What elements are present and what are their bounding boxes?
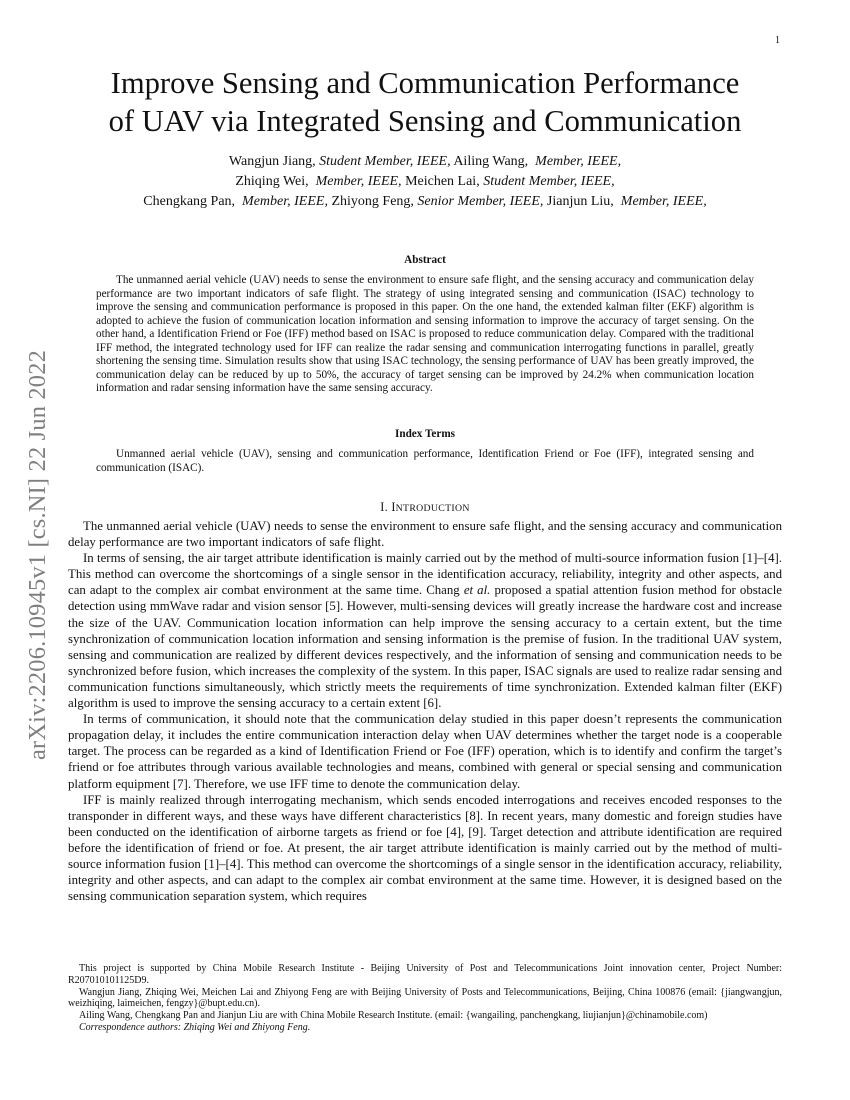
author-membership: Student Member, IEEE, [319,154,451,169]
page-number: 1 [775,35,780,46]
author-membership: Senior Member, IEEE, [417,194,544,209]
author-membership: Member, IEEE, [620,194,707,209]
section-heading-introduction [0,500,850,515]
author-membership: Member, IEEE, [535,154,622,169]
body-text-run: proposed a spatial attention fusion method for obstacle detection using mmWave radar and vision sensor [5]. However, multi-sensing devices will greatly increase the hardware cost and increase the size of the UAV. Communication location information can help improve the sensing accuracy to a certain extent, but the time synchronization of communication location information and sensing information is the premise of fusion. In the traditional UAV system, sensing and communication are realized by different devices respectively, and the information of sensing and communication needs to be synchronized before fusion, which increases the complexity of the system. In this paper, ISAC signals are used to realize radar sensing and communication functions simultaneously, which strictly meets the requirements of time synchronization. Extended kalman filter (EKF) algorithm is used to improve the sensing accuracy to a certain extent [6]. [68,583,782,711]
author-name: Chengkang Pan, [143,194,239,209]
abstract-text: The unmanned aerial vehicle (UAV) needs to sense the environment to ensure safe flight, and the sensing accuracy and communication delay performance are two important indicators of safe flight. The strategy of using integrated sensing and communication (ISAC) technology to improve the sensing and communication performance is proposed in this paper. On the one hand, the extended kalman filter (EKF) algorithm is adopted to achieve the fusion of communication location information and sensing information to improve the accuracy of target sensing. On the other hand, a Identification Friend or Foe (IFF) method based on ISAC is proposed to reduce communication delay. Compared with the traditional IFF method, the integrated technology used for IFF can realize the radar sensing and communication interrogating functions in parallel, greatly shortening the sensing time. Simulation results show that using ISAC technology, the sensing performance of UAV has been greatly improved, the communication delay can be reduced by up to 50%, the accuracy of target sensing can be improved by 24.2% when communication location information and radar sensing information have the same sensing accuracy. [96,274,754,394]
section-number: I. [380,500,392,514]
footnotes [68,963,782,1034]
body-paragraph [68,550,782,711]
footnote-correspondence-text: Correspondence authors: Zhiqing Wei and Zhiyong Feng. [79,1021,311,1033]
footnote-affiliation-cmri: Ailing Wang, Chengkang Pan and Jianjun Liu are with China Mobile Research Institute. (email: {wangailing, panchengkang, liujianjun}@chinamobile.com) [79,1010,708,1022]
footnote-funding: This project is supported by China Mobile Research Institute - Beijing University of Post and Telecommunications Joint innovation center, Project Number: R207010101125D9. [68,963,782,986]
body-text-italic: et al. [463,583,491,598]
author-name: Wangjun Jiang, [228,154,320,169]
paper-title [0,64,850,140]
author-membership: Member, IEEE, [242,194,328,209]
footnote-affiliation-bupt: Wangjun Jiang, Zhiqing Wei, Meichen Lai and Zhiyong Feng are with Beijing University of Posts and Telecommunications, Beijing, China 100876 (email: {jiangwangjun, weizhiqing, laimeichen, fengzy}@bupt.edu.cn). [68,986,782,1010]
author-list [0,152,850,212]
author-name: Meichen Lai, [401,174,484,189]
section-title-rest: NTRODUCTION [395,503,470,514]
author-line-1 [0,152,850,172]
index-terms-heading: Index Terms [395,428,455,440]
author-name: Zhiyong Feng, [327,194,418,209]
body-paragraph: The unmanned aerial vehicle (UAV) needs to sense the environment to ensure safe flight, and the sensing accuracy and communication delay performance are two important indicators of safe flight. [68,519,782,550]
author-line-2 [0,172,850,192]
title-line-2: of UAV via Integrated Sensing and Communication [108,104,742,138]
author-membership: Student Member, IEEE, [483,174,615,189]
abstract-heading: Abstract [404,254,446,266]
author-membership: Member, IEEE, [315,174,402,189]
author-name: Jianjun Liu, [543,194,618,209]
arxiv-identifier-stamp[interactable]: arXiv:2206.10945v1 [cs.NI] 22 Jun 2022 [24,350,51,760]
author-name: Ailing Wang, [450,154,532,169]
section-title-initial: I [391,500,396,514]
body-paragraph: IFF is mainly realized through interrogating mechanism, which sends encoded interrogations and receives encoded responses to the transponder in different ways, and these ways have different characteristics [8]. In recent years, many domestic and foreign studies have been conducted on the identification of airborne targets as friend or foe [4], [9]. Target detection and attribute identification are required before the identification of friend or foe. At present, the air target attribute identification is mainly carried out by the method of multi-source information fusion [1]–[4]. This method can overcome the shortcomings of a single sensor in the identification accuracy, reliability, integrity and other aspects, and can adapt to the complex air combat environment at the same time. However, it is designed based on the sensing communication separation system, which requires [68,792,782,904]
introduction-body [68,518,782,904]
footnote-correspondence [68,1022,782,1034]
index-terms-text: Unmanned aerial vehicle (UAV), sensing and communication performance, Identification Friend or Foe (IFF), integrated sensing and communication (ISAC). [96,448,754,474]
body-text-run: In terms of sensing, the air target attribute identification is mainly carried out by the method of multi-source information fusion [1]–[4]. This method can overcome the shortcomings of a single sensor in the identification accuracy, reliability, integrity and other aspects, and can adapt to the complex air combat environment at the same time. Chang [68,551,782,598]
title-line-1: Improve Sensing and Communication Performance [110,66,740,100]
author-name: Zhiqing Wei, [235,174,313,189]
body-paragraph: In terms of communication, it should note that the communication delay studied in this paper doesn’t represents the communication propagation delay, it includes the entire communication interaction delay when UAV determines whether the target node is a cooperable target. The process can be regarded as a kind of Identification Friend or Foe (IFF) operation, which is to identify and confirm the target’s friend or foe attributes through various available technologies and means, combined with general or special sensing and communication platform equipment [7]. Therefore, we use IFF time to denote the communication delay. [68,712,782,791]
author-line-3 [0,192,850,212]
